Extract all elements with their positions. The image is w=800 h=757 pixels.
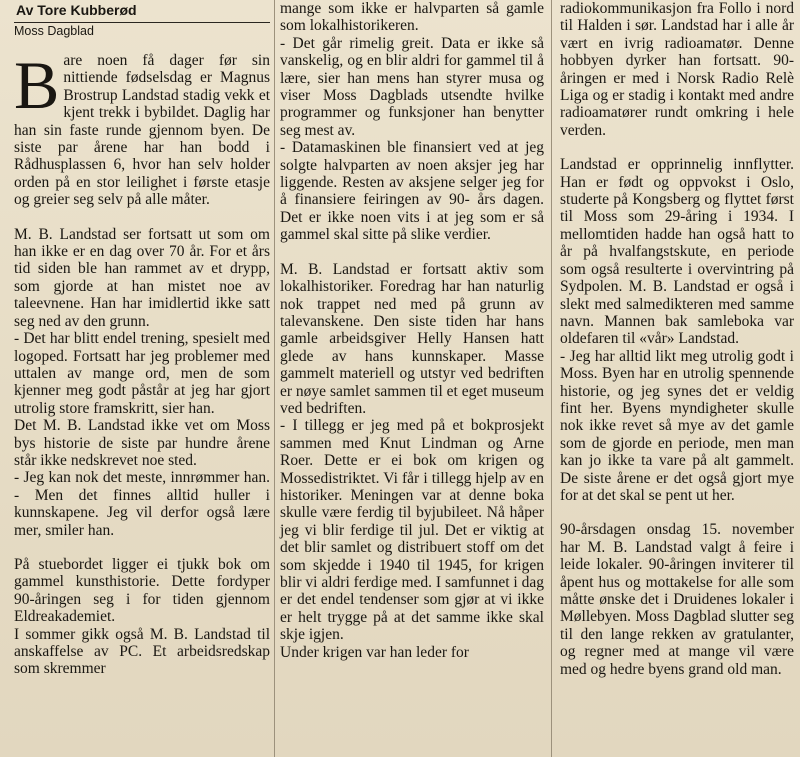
column-divider: [274, 0, 275, 757]
paragraph: - Det har blitt endel trening, spesielt med logoped. Fortsatt har jeg problemer med uttalen av mange ord, men de som kjenner meg godt påstår at jeg har gjort utrolig store framskritt, sier han.: [14, 330, 270, 417]
paragraph: - Datamaskinen ble finansiert ved at jeg solgte halvparten av noen aksjer jeg har liggende. Resten av aksjene selger jeg for å finansiere feiringen av 90- års dagen. Det er ikke noen vits i at jeg som er så gammel skal sitte på slike verdier.: [280, 139, 544, 244]
source: Moss Dagblad: [14, 22, 270, 38]
byline: Av Tore Kubberød: [16, 2, 137, 18]
column-3: [560, 0, 794, 678]
drop-cap: B: [14, 47, 60, 123]
paragraph: M. B. Landstad ser fortsatt ut som om han ikke er en dag over 70 år. For et års tid siden ble han rammet av et drypp, som gjorde at han mistet noe av taleevnene. Han har imidlertid ikke satt seg ned av den grunn.: [14, 225, 270, 330]
paragraph: M. B. Landstad er fortsatt aktiv som lokalhistoriker. Foredrag har han naturlig nok trappet ned med på grunn av talevanskene. Den siste tiden har hans gamle arbeidsgiver Helly Hansen hatt glede av hans kunnskaper. Masse gammelt materiell og utstyr ved bedriften er nøye samlet sammen til et eget museum ved bedriften.: [280, 260, 544, 417]
column-divider: [551, 0, 552, 757]
paragraph: På stuebordet ligger ei tjukk bok om gammel kunsthistorie. Dette fordyper 90-åringen seg i for tiden gjennom Eldreakademiet.: [14, 555, 270, 626]
column-1: [14, 0, 270, 678]
paragraph: - Jeg kan nok det meste, innrømmer han. - Men det finnes alltid huller i kunnskapene. Jeg vil derfor også lære mer, smiler han.: [14, 469, 270, 539]
paragraph-text: are noen få dager før sin nittiende fødselsdag er Magnus Brostrup Landstad stadig vekk et kjent trekk i bybildet. Daglig har han sin faste runde gjennom byen. De siste par årene har han bodd i Rådhusplassen 6, hvor han selv holder orden på en stor leilighet i første etasje og greier seg selv på alle måter.: [14, 52, 270, 209]
paragraph: mange som ikke er halvparten så gamle som lokalhistorikeren.: [280, 0, 544, 35]
paragraph: 90-årsdagen onsdag 15. november har M. B. Landstad valgt å feire i leide lokaler. 90-åringen inviterer til åpent hus og mottakelse for alle som måtte ønske det i Druidenes lokaler i Møllebyen. Moss Dagblad slutter seg til den lange rekken av gratulanter, og regner med at mange vil være med og hedre byens grand old man.: [560, 521, 794, 678]
paragraph: Under krigen var han leder for: [280, 643, 469, 661]
paragraph: Landstad er opprinnelig innflytter. Han er født og oppvokst i Oslo, studerte på Kongsberg og flyttet først til Moss som 29-åring i 1934. I mellomtiden hadde han også hatt to år på hvalfangstskute, en periode som også resulterte i overvintring på Sydpolen. M. B. Landstad er også i slekt med salmedikteren med samme navn. Mannen bak samleboka var oldefaren til «vår» Landstad.: [560, 156, 794, 348]
paragraph: - I tillegg er jeg med på et bokprosjekt sammen med Knut Lindman og Arne Roer. Dette er ei bok om krigen og Mossedistriktet. Vi får i tillegg hjelp av en historiker. Meningen var at denne boka skulle være ferdig til byjubileet. Nå håper jeg vi blir ferdige til jul. Det er viktig at det blir samlet og distribuert stoff om det som skjedde i 1940 til 1945, for krigen blir vi aldri ferdige med. I samfunnet i dag er det endel tendenser som gjør at vi ikke er helt trygge på at det samme ikke skal skje igjen.: [280, 417, 544, 644]
paragraph: - Det går rimelig greit. Data er ikke så vanskelig, og en blir aldri for gammel til å lære, sier han mens han styrer musa og viser Moss Dagblads utsendte hvilke programmer og funksjoner han benytter seg mest av.: [280, 34, 544, 139]
paragraph: I sommer gikk også M. B. Landstad til anskaffelse av PC. Et arbeidsredskap som skremmer: [14, 625, 270, 678]
column-2: [280, 0, 544, 661]
paragraph: radiokommunikasjon fra Follo i nord til Halden i sør. Landstad har i alle år vært en ivrig radioamatør. Denne hobbyen dyrker han fortsatt. 90- åringen er med i Norsk Radio Relè Liga og er stadig i kontakt med andre radioamatører rundt omkring i hele verden.: [560, 0, 794, 139]
paragraph: [14, 47, 270, 209]
paragraph: - Jeg har alltid likt meg utrolig godt i Moss. Byen har en utrolig spennende historie, og jeg synes det er veldig fint her. Byens myndigheter skulle nok ikke revet så mye av det gamle som de gjorde en periode, men man kan jo ikke ta vare på alt gammelt. De siste årene er det også gjort mye for at det skal se pent ut her.: [560, 347, 794, 504]
paragraph: Det M. B. Landstad ikke vet om Moss bys historie de siste par hundre årene står ikke nedskrevet noe sted.: [14, 417, 270, 469]
